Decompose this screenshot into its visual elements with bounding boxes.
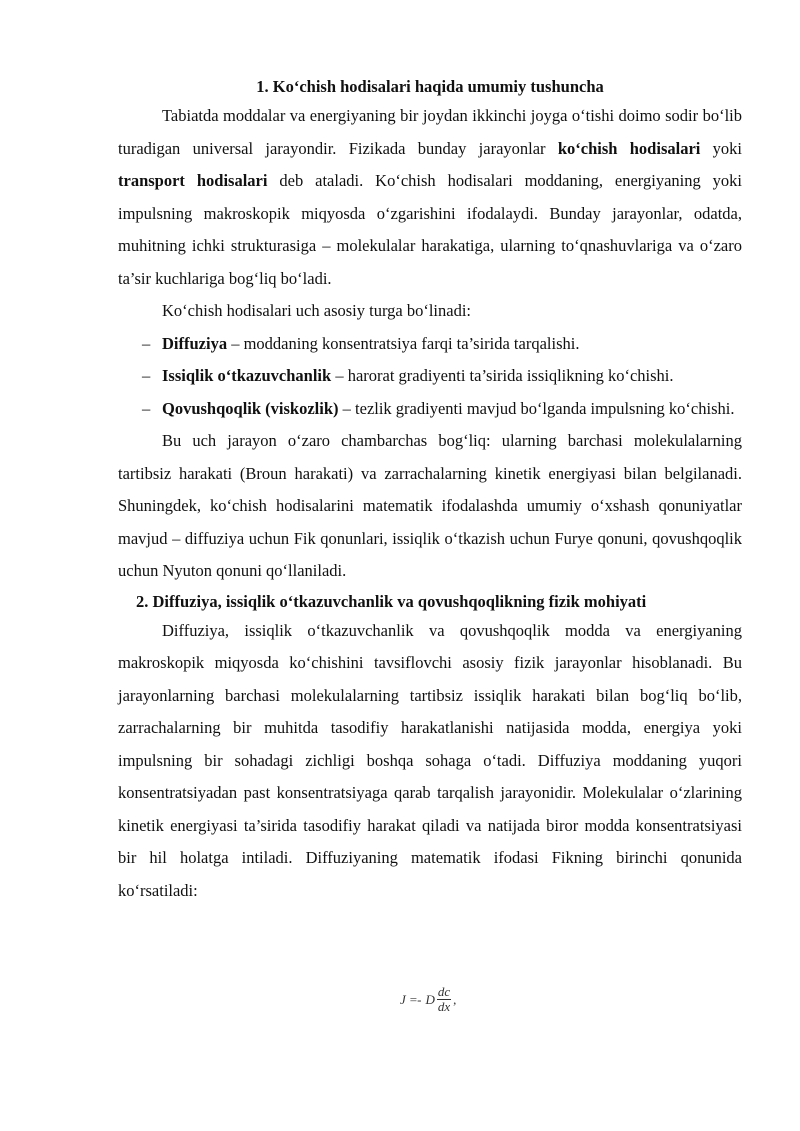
list-item (118, 328, 742, 361)
formula-equals: =- (409, 991, 422, 1007)
list-term: Qovushqoqlik (viskozlik) (162, 398, 339, 418)
list-item (118, 360, 742, 393)
section-2-title: 2. Diffuziya, issiqlik o‘tkazuvchanlik va qovushqoqlikning fizik mohiyati (136, 591, 647, 611)
formula-fraction (437, 985, 451, 1014)
formula-lhs: J (400, 991, 406, 1007)
list-term: Diffuziya (162, 333, 228, 353)
list-term: Issiqlik o‘tkazuvchanlik (162, 366, 332, 385)
list-text: – moddaning konsentratsiya farqi ta’sirida tarqalishi. (227, 333, 580, 353)
formula-comma: , (453, 991, 457, 1007)
list-item (118, 393, 742, 426)
section-1-paragraph-3: Bu uch jarayon o‘zaro chambarchas bog‘liq: ularning barchasi molekulalarning tartibsiz harakati (Broun harakati) va zarrachalarning kinetik energiyasi bilan belgilanadi. Shuningdek, ko‘chish hodisalarini matematik ifodalashda umumiy o‘xshash qonuniyatlar mavjud – diffuziya uchun Fik qonunlari, issiqlik o‘tkazish uchun Furye qonuni, qovushqoqlik uchun Nyuton qonuni qo‘llaniladi. (118, 431, 742, 580)
dash-bullet: – (142, 398, 151, 418)
text-run: yoki (700, 138, 742, 158)
formula-denominator: dx (437, 999, 451, 1014)
list-text: – harorat gradiyenti ta’sirida issiqlikning ko‘chishi. (331, 366, 674, 385)
document-page (118, 73, 742, 907)
section-1-paragraph-1 (118, 100, 742, 295)
fick-law-formula (400, 985, 456, 1014)
transport-types-list (118, 328, 742, 426)
formula-coefficient: D (425, 991, 435, 1007)
list-text: – tezlik gradiyenti mavjud bo‘lganda impulsning ko‘chishi. (338, 398, 735, 418)
bold-term: transport hodisalari (118, 171, 268, 190)
text-run: deb ataladi. Ko‘chish hodisalari moddaning, energiyaning yoki impulsning makroskopik miqyosda o‘zgarishini ifodalaydi. Bunday jarayonlar, odatda, muhitning ichki strukturasiga – molekulalar harakatiga, ularning to‘qnashuvlariga va o‘zaro ta’sir kuchlariga bog‘liq bo‘ladi. (118, 171, 743, 288)
section-1-paragraph-2: Ko‘chish hodisalari uch asosiy turga bo‘linadi: (162, 301, 472, 320)
section-1-title: 1. Ko‘chish hodisalari haqida umumiy tushuncha (256, 77, 604, 96)
bold-term: ko‘chish hodisalari (557, 138, 701, 158)
text-run: Tabiatda moddalar va energiyaning bir joydan ikkinchi joyga o‘tishi doimo sodir bo‘lib turadigan universal jarayondir. Fizikada bunday jarayonlar (118, 106, 742, 158)
dash-bullet: – (142, 333, 151, 353)
dash-bullet: – (142, 366, 151, 385)
section-2-paragraph-1: Diffuziya, issiqlik o‘tkazuvchanlik va qovushqoqlik modda va energiyaning makroskopik miqyosda ko‘chishini tavsiflovchi asosiy fizik jarayonlar hisoblanadi. Bu jarayonlarning barchasi molekulalarning tartibsiz issiqlik harakati bilan bog‘liq bo‘lib, zarrachalarning bir muhitda tasodifiy harakatlanishi natijasida modda, energiya yoki impulsning bir sohadagi zichligi boshqa sohaga o‘tadi. Diffuziya moddaning yuqori konsentratsiyadan past konsentratsiyaga qarab tarqalish jarayonidir. Molekulalar o‘zlarining kinetik energiyasi ta’sirida tasodifiy harakat qiladi va natijada biror modda konsentratsiyasi bir hil holatga intiladi. Diffuziyaning matematik ifodasi Fikning birinchi qonunida ko‘rsatiladi: (118, 620, 742, 900)
formula-numerator: dc (437, 984, 451, 999)
